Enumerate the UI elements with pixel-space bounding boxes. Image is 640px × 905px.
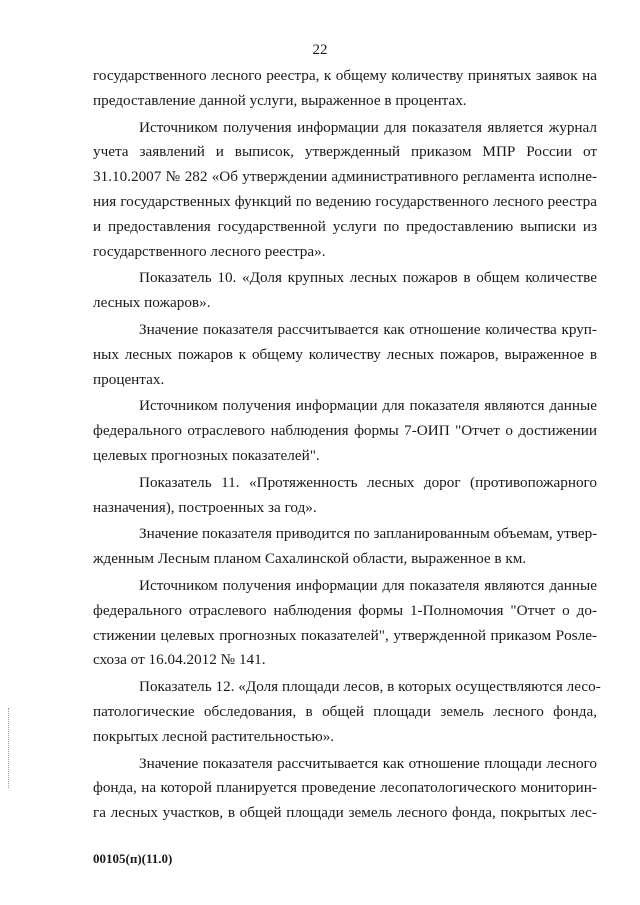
page-number: 22	[312, 42, 328, 58]
text-line: государственного лесного реестра».	[93, 242, 326, 260]
text-line: Значение показателя рассчитывается как отношение количества круп-	[139, 320, 597, 338]
paragraph	[93, 752, 597, 826]
text-line: 31.10.2007 № 282 «Об утверждении административного регламента исполне-	[93, 168, 597, 186]
text-line: покрытых лесной растительностью».	[93, 727, 335, 745]
paragraph	[93, 64, 597, 114]
text-line: федерального отраслевого наблюдения формы 1-Полномочия "Отчет о до-	[93, 601, 597, 619]
text-line: предоставление данной услуги, выраженное в процентах.	[93, 91, 467, 109]
text-line: Источником получения информации для показателя является журнал	[139, 118, 597, 136]
text-line: Показатель 12. «Доля площади лесов, в которых осуществляются лесо-	[139, 678, 601, 696]
scan-margin-mark	[8, 708, 10, 788]
text-line: государственного лесного реестра, к общему количеству принятых заявок на	[93, 67, 597, 84]
document-body	[93, 64, 601, 826]
paragraph	[93, 116, 597, 265]
text-line: и предоставления государственной услуги по предоставлению выписки из	[93, 217, 597, 235]
paragraph	[93, 394, 597, 468]
text-line: Показатель 10. «Доля крупных лесных пожаров в общем количестве	[139, 269, 597, 287]
paragraph	[93, 318, 597, 392]
text-line: лесных пожаров».	[93, 294, 211, 312]
text-line: патологические обследования, в общей площади земель лесного фонда,	[93, 702, 597, 720]
text-line: Источником получения информации для показателя являются данные	[139, 576, 597, 594]
text-line: фонда, на которой планируется проведение лесопатологического мониторин-	[93, 779, 597, 797]
text-line: целевых прогнозных показателей".	[93, 446, 320, 464]
text-line: га лесных участков, в общей площади земель лесного фонда, покрытых лес-	[93, 804, 597, 822]
text-line: жденным Лесным планом Сахалинской области, выраженное в км.	[93, 550, 527, 568]
text-line: учета заявлений и выписок, утвержденный приказом МПР России от	[93, 143, 597, 161]
document-code: 00105(п)(11.0)	[93, 851, 173, 866]
paragraph	[93, 675, 601, 749]
text-line: Значение показателя приводится по запланированным объемам, утвер-	[139, 525, 598, 543]
text-line: Показатель 11. «Протяженность лесных дорог (противопожарного	[139, 473, 597, 491]
text-line: Источником получения информации для показателя являются данные	[139, 397, 597, 415]
text-line: ных лесных пожаров к общему количеству лесных пожаров, выраженное в	[93, 345, 597, 363]
text-line: стижении целевых прогнозных показателей", утвержденной приказом Рosле-	[93, 626, 597, 644]
text-line: ния государственных функций по ведению государственного лесного реестра	[93, 192, 597, 210]
text-line: схоза от 16.04.2012 № 141.	[93, 651, 266, 669]
paragraph	[93, 266, 597, 316]
paragraph	[93, 522, 597, 572]
text-line: процентах.	[93, 370, 165, 388]
paragraph	[93, 471, 597, 521]
paragraph	[93, 574, 597, 673]
text-line: федерального отраслевого наблюдения формы 7-ОИП "Отчет о достижении	[93, 422, 597, 440]
text-line: Значение показателя рассчитывается как отношение площади лесного	[139, 754, 597, 772]
text-line: назначения), построенных за год».	[93, 498, 317, 516]
